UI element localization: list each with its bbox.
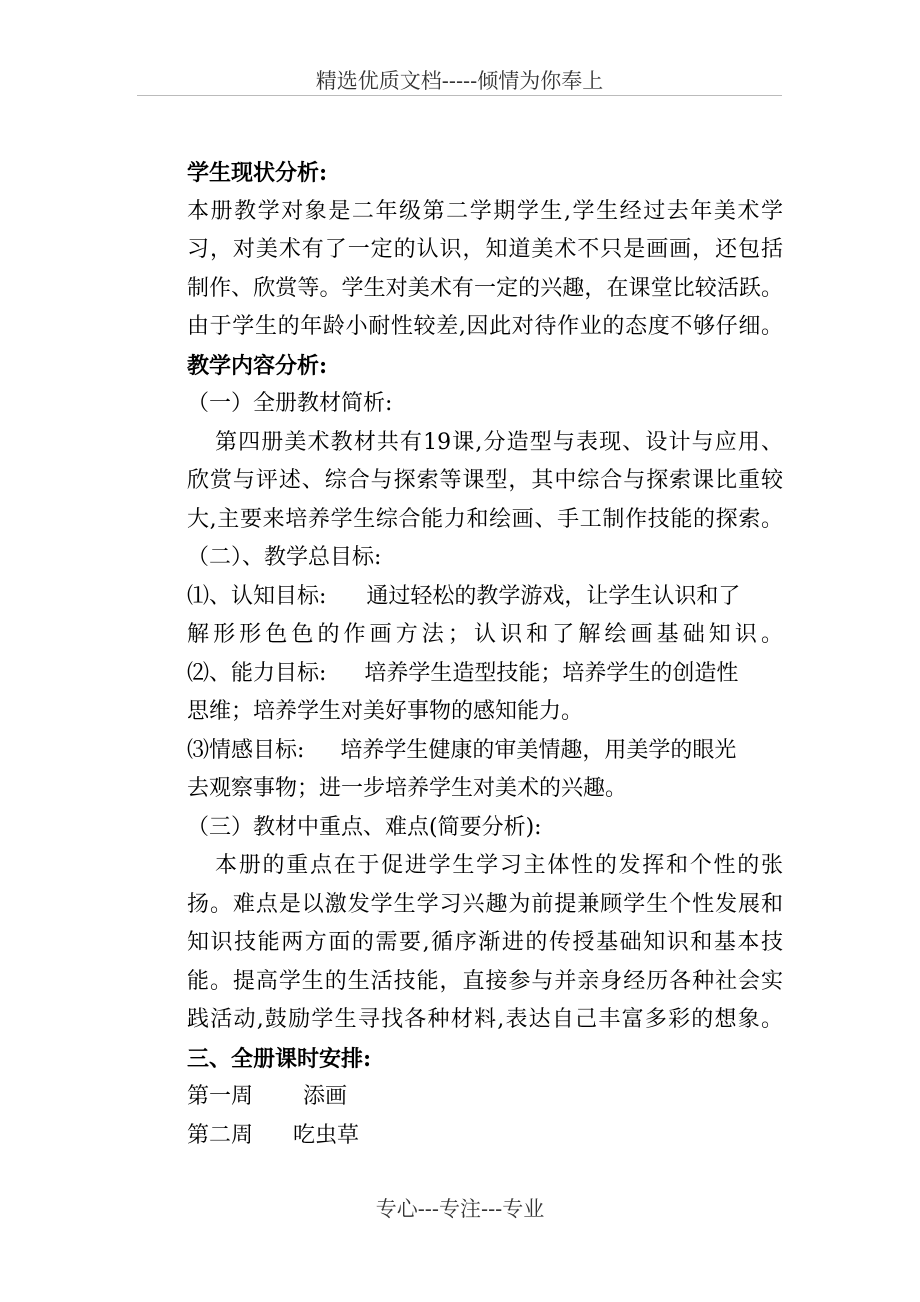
- schedule-week: 第二周: [187, 1122, 254, 1148]
- subsection-title-1: （一）全册教材简析:: [187, 391, 393, 416]
- paragraph-line: 思维；培养学生对美好事物的感知能力。: [187, 699, 584, 724]
- section-heading-schedule: 三、全册课时安排:: [187, 1045, 372, 1072]
- paragraph-line: 习，对美术有了一定的认识，知道美术不只是画画，还包括: [187, 237, 783, 262]
- page-header: 精选优质文档-----倾情为你奉上: [315, 69, 604, 93]
- paragraph-line: 第四册美术教材共有19课,分造型与表现、设计与应用、: [215, 429, 783, 455]
- schedule-week: 第一周: [187, 1084, 254, 1109]
- goal-emotion: [187, 732, 783, 771]
- header-divider: [137, 95, 782, 96]
- paragraph-line: 本册的重点在于促进学生学习主体性的发挥和个性的张: [215, 853, 783, 878]
- paragraph-line: 本册教学对象是二年级第二学期学生,学生经过去年美术学: [187, 198, 783, 224]
- subsection-title-2: （二）、教学总目标:: [187, 545, 382, 570]
- goal-label: ⑶情感目标:: [187, 737, 305, 763]
- schedule-row: [187, 1078, 783, 1117]
- section-heading-content: 教学内容分析:: [187, 352, 328, 379]
- paragraph-line: 欣赏与评述、综合与探索等课型，其中综合与探索课比重较: [187, 468, 783, 493]
- goal-ability: [187, 655, 783, 694]
- goal-label: ⑵、能力目标:: [187, 660, 327, 686]
- schedule-lesson: 吃虫草: [293, 1122, 360, 1148]
- paragraph-line: 解形形色色的作画方法；认识和了解绘画基础知识。: [187, 622, 783, 647]
- goal-text: 培养学生健康的审美情趣，用美学的眼光: [340, 737, 737, 763]
- paragraph-line: 践活动,鼓励学生寻找各种材料,表达自己丰富多彩的想象。: [187, 1007, 783, 1032]
- page-footer: 专心---专注---专业: [375, 1197, 545, 1221]
- paragraph-line: 去观察事物；进一步培养学生对美术的兴趣。: [187, 776, 628, 801]
- schedule-lesson: 添画: [303, 1084, 348, 1109]
- goal-text: 培养学生造型技能；培养学生的创造性: [364, 660, 739, 686]
- goal-label: ⑴、认知目标:: [187, 583, 327, 609]
- subsection-title-3: （三）教材中重点、难点(简要分析):: [187, 814, 542, 840]
- document-body: [187, 154, 783, 1155]
- section-heading-student: 学生现状分析:: [187, 160, 328, 186]
- goal-text: 通过轻松的教学游戏，让学生认识和了: [366, 583, 741, 609]
- schedule-row: [187, 1117, 783, 1156]
- paragraph-line: 知识技能两方面的需要,循序渐进的传授基础知识和基本技: [187, 930, 783, 955]
- paragraph-line: 能。提高学生的生活技能，直接参与并亲身经历各种社会实: [187, 968, 783, 994]
- paragraph-line: 大,主要来培养学生综合能力和绘画、手工制作技能的探索。: [187, 506, 783, 532]
- paragraph-line: 制作、欣赏等。学生对美术有一定的兴趣，在课堂比较活跃。: [187, 275, 783, 301]
- paragraph-line: 扬。难点是以激发学生学习兴趣为前提兼顾学生个性发展和: [187, 891, 783, 917]
- paragraph-line: 由于学生的年龄小耐性较差,因此对待作业的态度不够仔细。: [187, 314, 783, 339]
- goal-cognitive: [187, 578, 783, 617]
